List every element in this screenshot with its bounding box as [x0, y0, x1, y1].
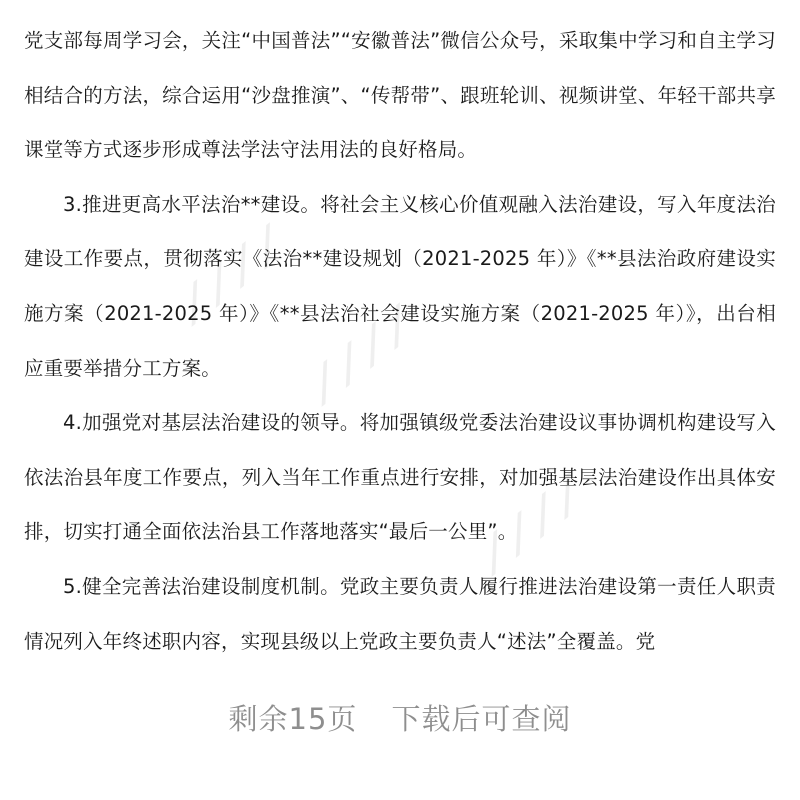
paragraph-3: 3.推进更高水平法治**建设。将社会主义核心价值观融入法治建设，写入年度法治建设工作要点，贯彻落实《法治**建设规划（2021-2025 年）》《**县法治政府建设实施方案（2021-2025 年）》《**县法治社会建设实施方案（2021-2025 年）》，出台相应重要举措分工方案。	[24, 192, 776, 380]
download-prompt[interactable]	[0, 697, 800, 738]
document-body	[24, 14, 776, 669]
watermark-mark: ⟋⟋⟋⟋	[167, 217, 296, 334]
download-hint-label: 下载后可查阅	[391, 702, 572, 736]
paragraph-4: 4.加强党对基层法治建设的领导。将加强镇级党委法治建设议事协调机构建设写入依法治县年度工作要点，列入当年工作重点进行安排，对加强基层法治建设作出具体安排，切实打通全面依法治县工作落地落实“最后一公里”。	[24, 411, 776, 544]
watermark-mark: ⟋⟋⟋⟋	[297, 297, 426, 414]
paragraph-5: 5.健全完善法治建设制度机制。党政主要负责人履行推进法治建设第一责任人职责情况列入年终述职内容，实现县级以上党政主要负责人“述法”全覆盖。党	[24, 574, 776, 653]
remaining-pages-label: 剩余15页	[228, 702, 358, 736]
paragraph-intro-continued: 党支部每周学习会，关注“中国普法”“安徽普法”微信公众号，采取集中学习和自主学习相结合的方法，综合运用“沙盘推演”、“传帮带”、跟班轮训、视频讲堂、年轻干部共享课堂等方式逐步形成尊法学法守法用法的良好格局。	[24, 29, 776, 162]
watermark-mark: ⟋⟋⟋⟋	[467, 467, 596, 584]
